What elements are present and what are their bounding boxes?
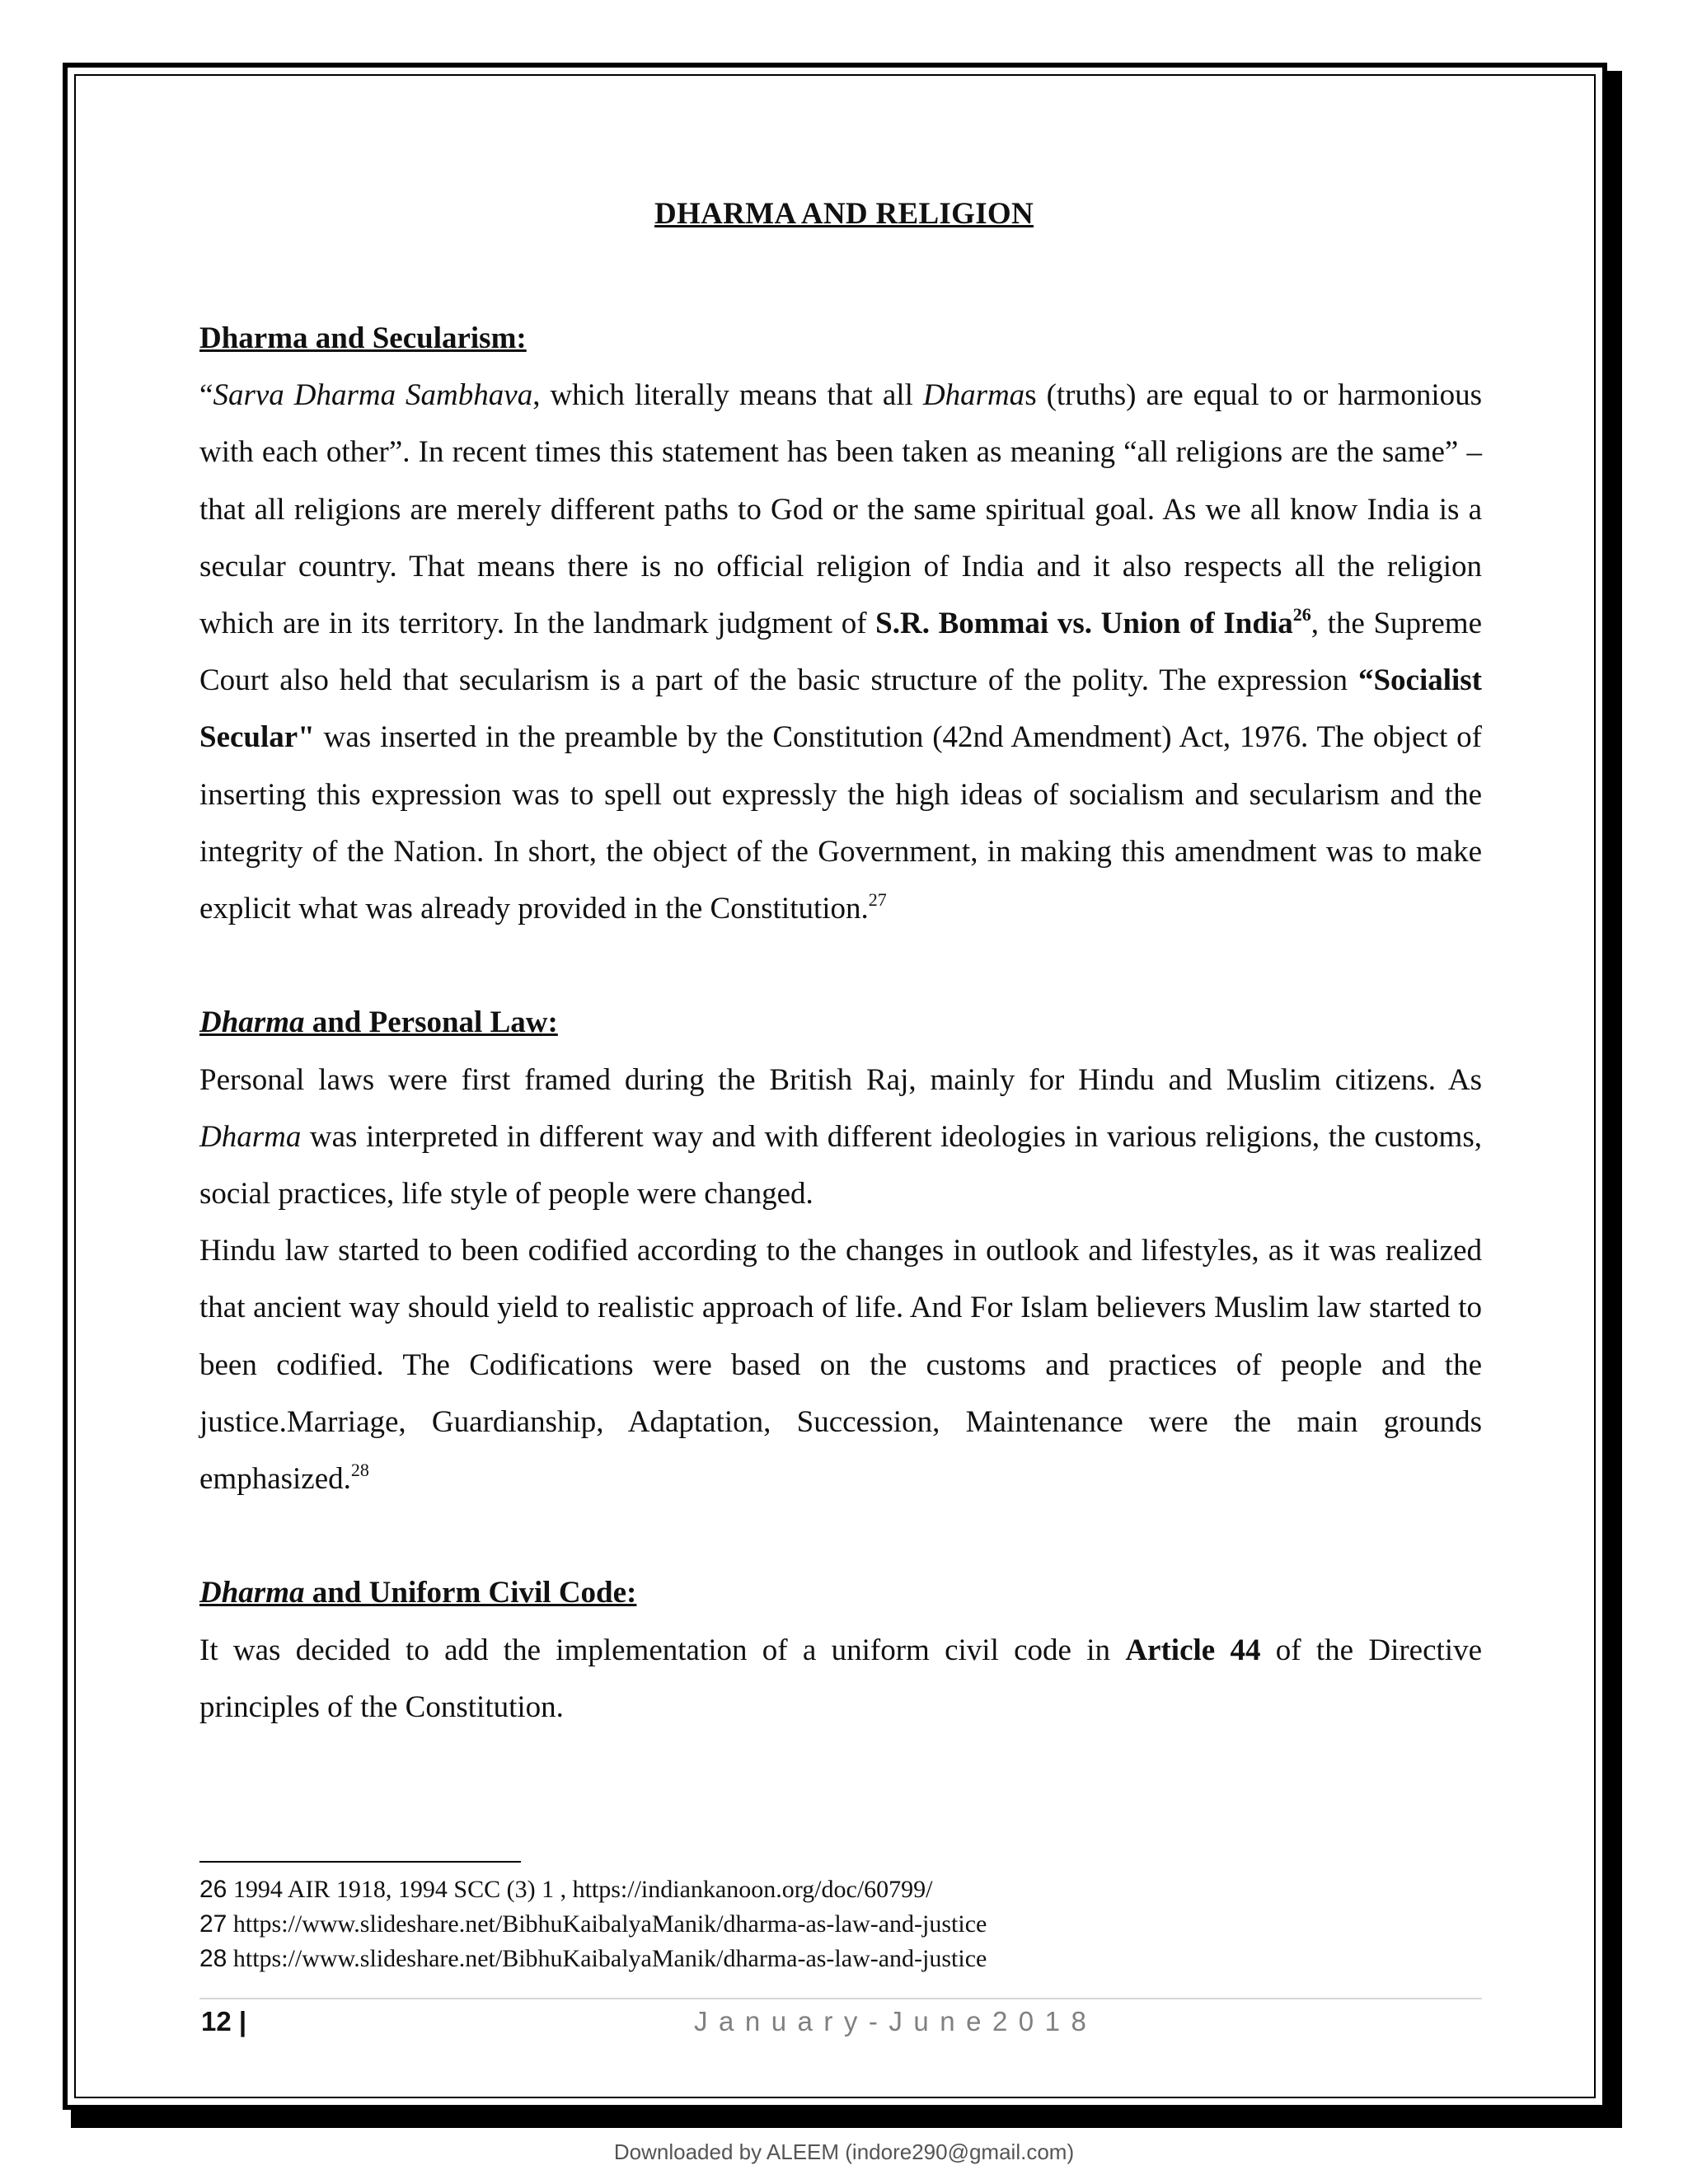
- footnotes: [199, 1872, 1482, 1976]
- article-body: [199, 310, 1482, 1736]
- section-heading-secularism: Dharma and Secularism:: [199, 321, 527, 355]
- footnote-26: 26 1994 AIR 1918, 1994 SCC (3) 1 , https://indiankanoon.org/doc/60799/: [199, 1876, 933, 1903]
- page-number: 12 |: [201, 2006, 247, 2036]
- download-watermark: Downloaded by ALEEM (indore290@gmail.com): [613, 2139, 1075, 2164]
- footnote-ref-28: 28: [350, 1459, 369, 1480]
- section-heading-personal-law: Dharma and Personal Law:: [199, 1005, 558, 1040]
- page-title: DHARMA AND RELIGION: [654, 197, 1034, 231]
- paragraph-personal-law-1: Personal laws were first framed during the British Raj, mainly for Hindu and Muslim citizens. As Dharma was interpreted in different way and with different ideologies in various religions, the customs, social practices, life style of people were changed.: [199, 1062, 1482, 1212]
- paragraph-secularism: “Sarva Dharma Sambhava, which literally means that all Dharmas (truths) are equal to or harmonious with each other”. In recent times this statement has been taken as meaning “all religions are the same” – that all religions are merely different paths to God or the same spiritual goal. As we all know India is a secular country. That means there is no official religion of India and it also respects all the religion which are in its territory. In the landmark judgment of S.R. Bommai vs. Union of India$^{26}$, the Supreme Court also held that secularism is a part of the basic structure of the polity. The expression “Socialist Secular" was inserted in the preamble by the Constitution (42nd Amendment) Act, 1976. The object of inserting this expression was to spell out expressly the high ideas of socialism and secularism and the integrity of the Nation. In short, the object of the Government, in making this amendment was to make explicit what was already provided in the Constitution.$^{27}$: [199, 378, 1482, 926]
- issue-date: January-June2018: [694, 2006, 1098, 2036]
- footnote-28: 28 https://www.slideshare.net/BibhuKaibalyaManik/dharma-as-law-and-justice: [199, 1945, 987, 1972]
- footnote-ref-27: 27: [868, 888, 887, 910]
- footer-divider: [199, 1998, 1482, 1999]
- paragraph-personal-law-2: Hindu law started to been codified according to the changes in outlook and lifestyles, as it was realized that ancient way should yield to realistic approach of life. And For Islam believers Muslim law started to been codified. The Codifications were based on the customs and practices of people and the justice.Marriage, Guardianship, Adaptation, Succession, Maintenance were the main grounds emphasized.$^{28}$: [199, 1234, 1482, 1497]
- footnote-separator: [199, 1861, 521, 1863]
- paragraph-uniform-civil-code: It was decided to add the implementation of a uniform civil code in Article 44 of the Directive principles of the Constitution.: [199, 1633, 1483, 1724]
- section-heading-uniform-civil-code: Dharma and Uniform Civil Code:: [199, 1576, 637, 1610]
- footnote-ref-26: 26: [1292, 603, 1311, 625]
- footnote-27: 27 https://www.slideshare.net/BibhuKaibalyaManik/dharma-as-law-and-justice: [199, 1910, 987, 1938]
